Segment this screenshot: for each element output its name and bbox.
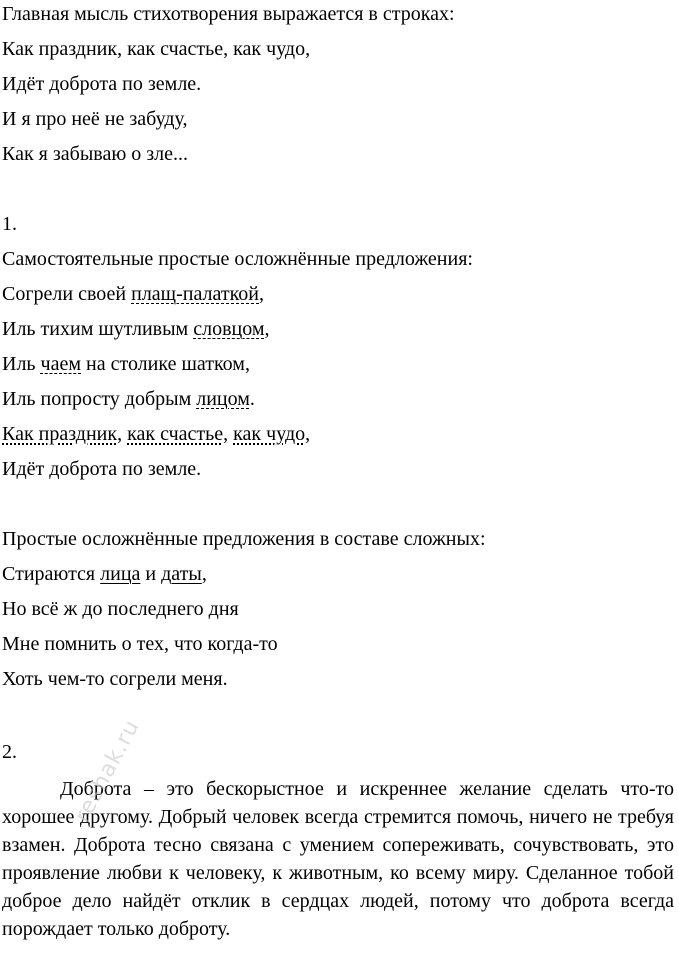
plain-text: Иль попросту добрым bbox=[2, 388, 197, 410]
comparison-phrase: как счастье bbox=[127, 423, 224, 445]
section-2-number: 2. bbox=[2, 741, 17, 763]
complex-sentences-heading: Простые осложнённые предложения в составе сложных: bbox=[2, 528, 486, 550]
poem-line bbox=[2, 352, 250, 376]
poem-line bbox=[2, 387, 255, 411]
poem-line bbox=[2, 562, 207, 586]
comparison-phrase: как чудо bbox=[233, 423, 306, 445]
poem-line: Но всё ж до последнего дня bbox=[2, 598, 239, 620]
plain-text: , bbox=[259, 283, 264, 305]
plain-text: Иль тихим шутливым bbox=[2, 318, 194, 340]
poem-line: Идёт доброта по земле. bbox=[2, 458, 202, 480]
plain-text: , bbox=[201, 563, 207, 585]
instrumental-object: словцом bbox=[193, 318, 265, 340]
intro-line-2: Идёт доброта по земле. bbox=[2, 73, 202, 95]
homogeneous-subject: лица bbox=[100, 563, 141, 585]
homogeneous-subject: даты bbox=[161, 563, 202, 585]
plain-text: Согрели своей bbox=[2, 283, 132, 305]
instrumental-object: чаем bbox=[40, 353, 82, 375]
plain-text: и bbox=[140, 563, 162, 585]
paragraph-text: Доброта – это бескорыстное и искреннее желание сделать что-то хорошее другому. Добрый человек всегда стремится помочь, ничего не требуя взамен. Доброта тесно связана с умением сопереживать, сочувствовать, это проявление любви к человеку, к животным, ко всему миру. Сделанное тобой доброе дело найдёт отклик в сердцах людей, потому что доброта всегда порождает только доброту. bbox=[2, 778, 674, 940]
poem-line bbox=[2, 422, 310, 446]
plain-text: . bbox=[249, 388, 255, 410]
simple-sentences-heading: Самостоятельные простые осложнённые предложения: bbox=[2, 248, 473, 270]
poem-line: Хоть чем-то согрели меня. bbox=[2, 668, 228, 690]
plain-text: Иль bbox=[2, 353, 41, 375]
kindness-paragraph bbox=[2, 775, 674, 943]
instrumental-object: плащ-палаткой bbox=[131, 283, 259, 305]
section-1-number: 1. bbox=[2, 213, 17, 235]
plain-text: , bbox=[117, 423, 128, 445]
poem-line bbox=[2, 317, 270, 341]
instrumental-object: лицом bbox=[196, 388, 250, 410]
plain-text: , bbox=[305, 423, 311, 445]
plain-text: , bbox=[223, 423, 234, 445]
intro-line-1: Как праздник, как счастье, как чудо, bbox=[2, 38, 311, 60]
intro-heading: Главная мысль стихотворения выражается в строках: bbox=[2, 3, 455, 25]
intro-line-4: Как я забываю о зле... bbox=[2, 143, 189, 165]
plain-text: Стираются bbox=[2, 563, 101, 585]
comparison-phrase: Как праздник bbox=[2, 423, 118, 445]
poem-line bbox=[2, 282, 264, 306]
intro-line-3: И я про неё не забуду, bbox=[2, 108, 188, 130]
plain-text: на столике шатком, bbox=[81, 353, 250, 375]
plain-text: , bbox=[264, 318, 270, 340]
poem-line: Мне помнить о тех, что когда-то bbox=[2, 633, 278, 655]
watermark: reshak.ru bbox=[70, 715, 145, 827]
